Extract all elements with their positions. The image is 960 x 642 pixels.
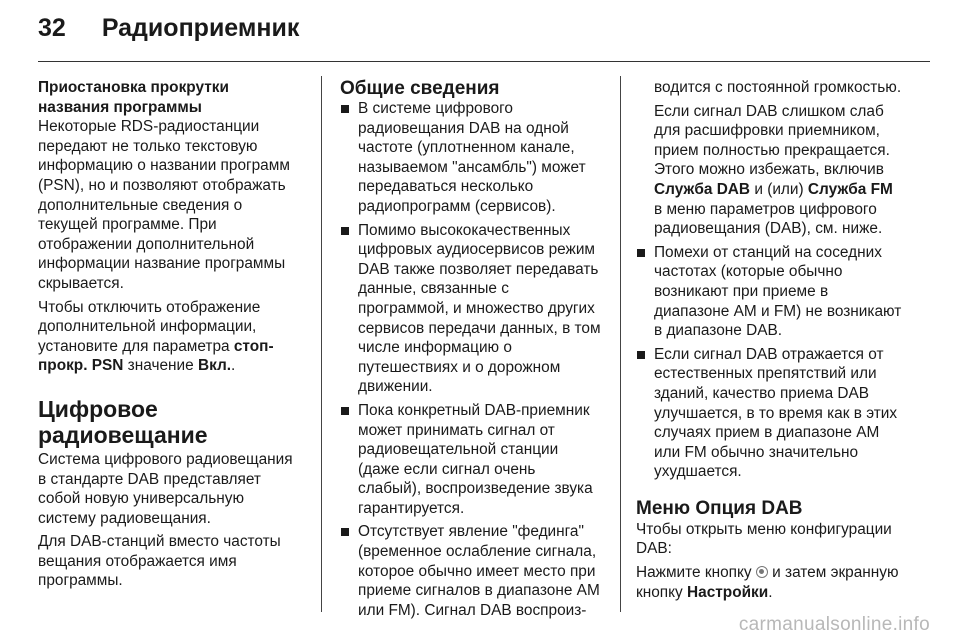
page-title: Радиоприемник [101,14,300,42]
subheading-psn-scroll: Приостановка прокрутки названия программы [38,79,229,116]
text: . [231,357,236,375]
list-item-text: Помимо высококачественных цифровых аудиосервисов режим DAB также позволяет передавать данные, связанные с программой, и множество других сервисов передачи данных, в том числе информацию о путешествиях и о дорожном движении. [358,221,601,396]
paragraph-continued: водится с постоянной громкостью. [654,79,902,96]
list-item-text: В системе цифрового радиовещания DAB на одной частоте (уплотненном канале, называемом "ансамбль") может передаваться несколько радиопрограмм (сервисов). [358,100,586,215]
bullet-list-interference [636,243,904,482]
bullet-icon [637,351,645,359]
text: значение [123,357,198,375]
button-name-settings: Настройки [687,583,769,601]
list-item [636,243,904,341]
setting-name-fm-service: Служба FM [807,180,893,198]
watermark: carmanualsonline.info [738,614,930,635]
paragraph-rds-info: Некоторые RDS-радиостанции передают не только текстовую информацию о названии программ (PSN), но и позволяют отображать дополнительные сведения о текущей программе. При отображении дополнительной информации название программы скрывается. [38,118,290,292]
column-divider-1 [321,76,322,612]
list-item [340,221,602,397]
column-3 [636,78,904,606]
setting-value-on: Вкл. [197,357,232,375]
list-item-text: Отсутствует явление "фединга" (временное ослабление сигнала, которое обычно имеет место при приеме сигналов в диапазоне AM или FM). Сигнал DAB воспроиз- [358,523,600,619]
section-title-general: Общие сведения [340,78,500,99]
list-item [340,401,602,519]
bullet-icon [341,528,349,536]
column-divider-2 [620,76,621,612]
text: Нажмите кнопку [636,564,756,582]
list-item [340,99,602,217]
paragraph-disable-info [38,298,304,376]
text: Чтобы отключить отображение дополнительной информации, установите для параметра [38,298,261,355]
text: и затем экранную кнопку [636,564,899,601]
setting-name-stop-scroll: стоп-прокр. PSN [38,337,274,375]
list-item-text: Пока конкретный DAB-приемник может принимать сигнал от радиовещательной станции (даже если сигнал очень слабый), воспроизведение звука гарантируется. [358,401,593,517]
list-item-text: Если сигнал DAB отражается от естественных препятствий или зданий, качество приема DAB улучшается, в то время как в этих случаях прием в диапазоне AM или FM обычно значительно ухудшается. [654,345,898,481]
bullet-list-general [340,99,602,620]
page-number: 32 [38,14,66,42]
paragraph-press-button [636,563,904,602]
text: Если сигнал DAB слишком слаб для расшифровки приемником, прием полностью прекращается. Этого можно избежать, включив [654,102,890,179]
text: и (или) [750,180,808,198]
bullet-icon [637,249,645,257]
column-2 [340,78,602,624]
list-item [636,345,904,482]
list-item [340,522,602,620]
gear-icon [756,566,768,578]
section-title-digital-radio: Цифровое радиовещание [38,395,208,448]
list-item-text: Помехи от станций на соседних частотах (которые обычно возникают при приеме в диапазоне AM и FM) не возникают в диапазоне DAB. [654,243,902,340]
paragraph-dab-names: Для DAB-станций вместо частоты вещания отображается имя программы. [38,533,281,590]
paragraph-dab-system: Система цифрового радиовещания в стандарте DAB представляет собой новую универсальную систему радиовещания. [38,450,293,527]
paragraph-weak-signal [636,102,904,239]
page-header [38,14,930,43]
bullet-icon [341,407,349,415]
section-title-dab-menu: Меню Опция DAB [636,497,803,519]
bullet-icon [341,105,349,113]
header-divider [38,61,930,62]
setting-name-dab-service: Служба DAB [654,180,751,198]
column-1 [38,78,304,595]
bullet-icon [341,227,349,235]
text: . [768,583,773,601]
paragraph-open-menu: Чтобы открыть меню конфигурации DAB: [636,520,892,558]
text: в меню параметров цифрового радиовещания (DAB), см. ниже. [654,200,883,238]
